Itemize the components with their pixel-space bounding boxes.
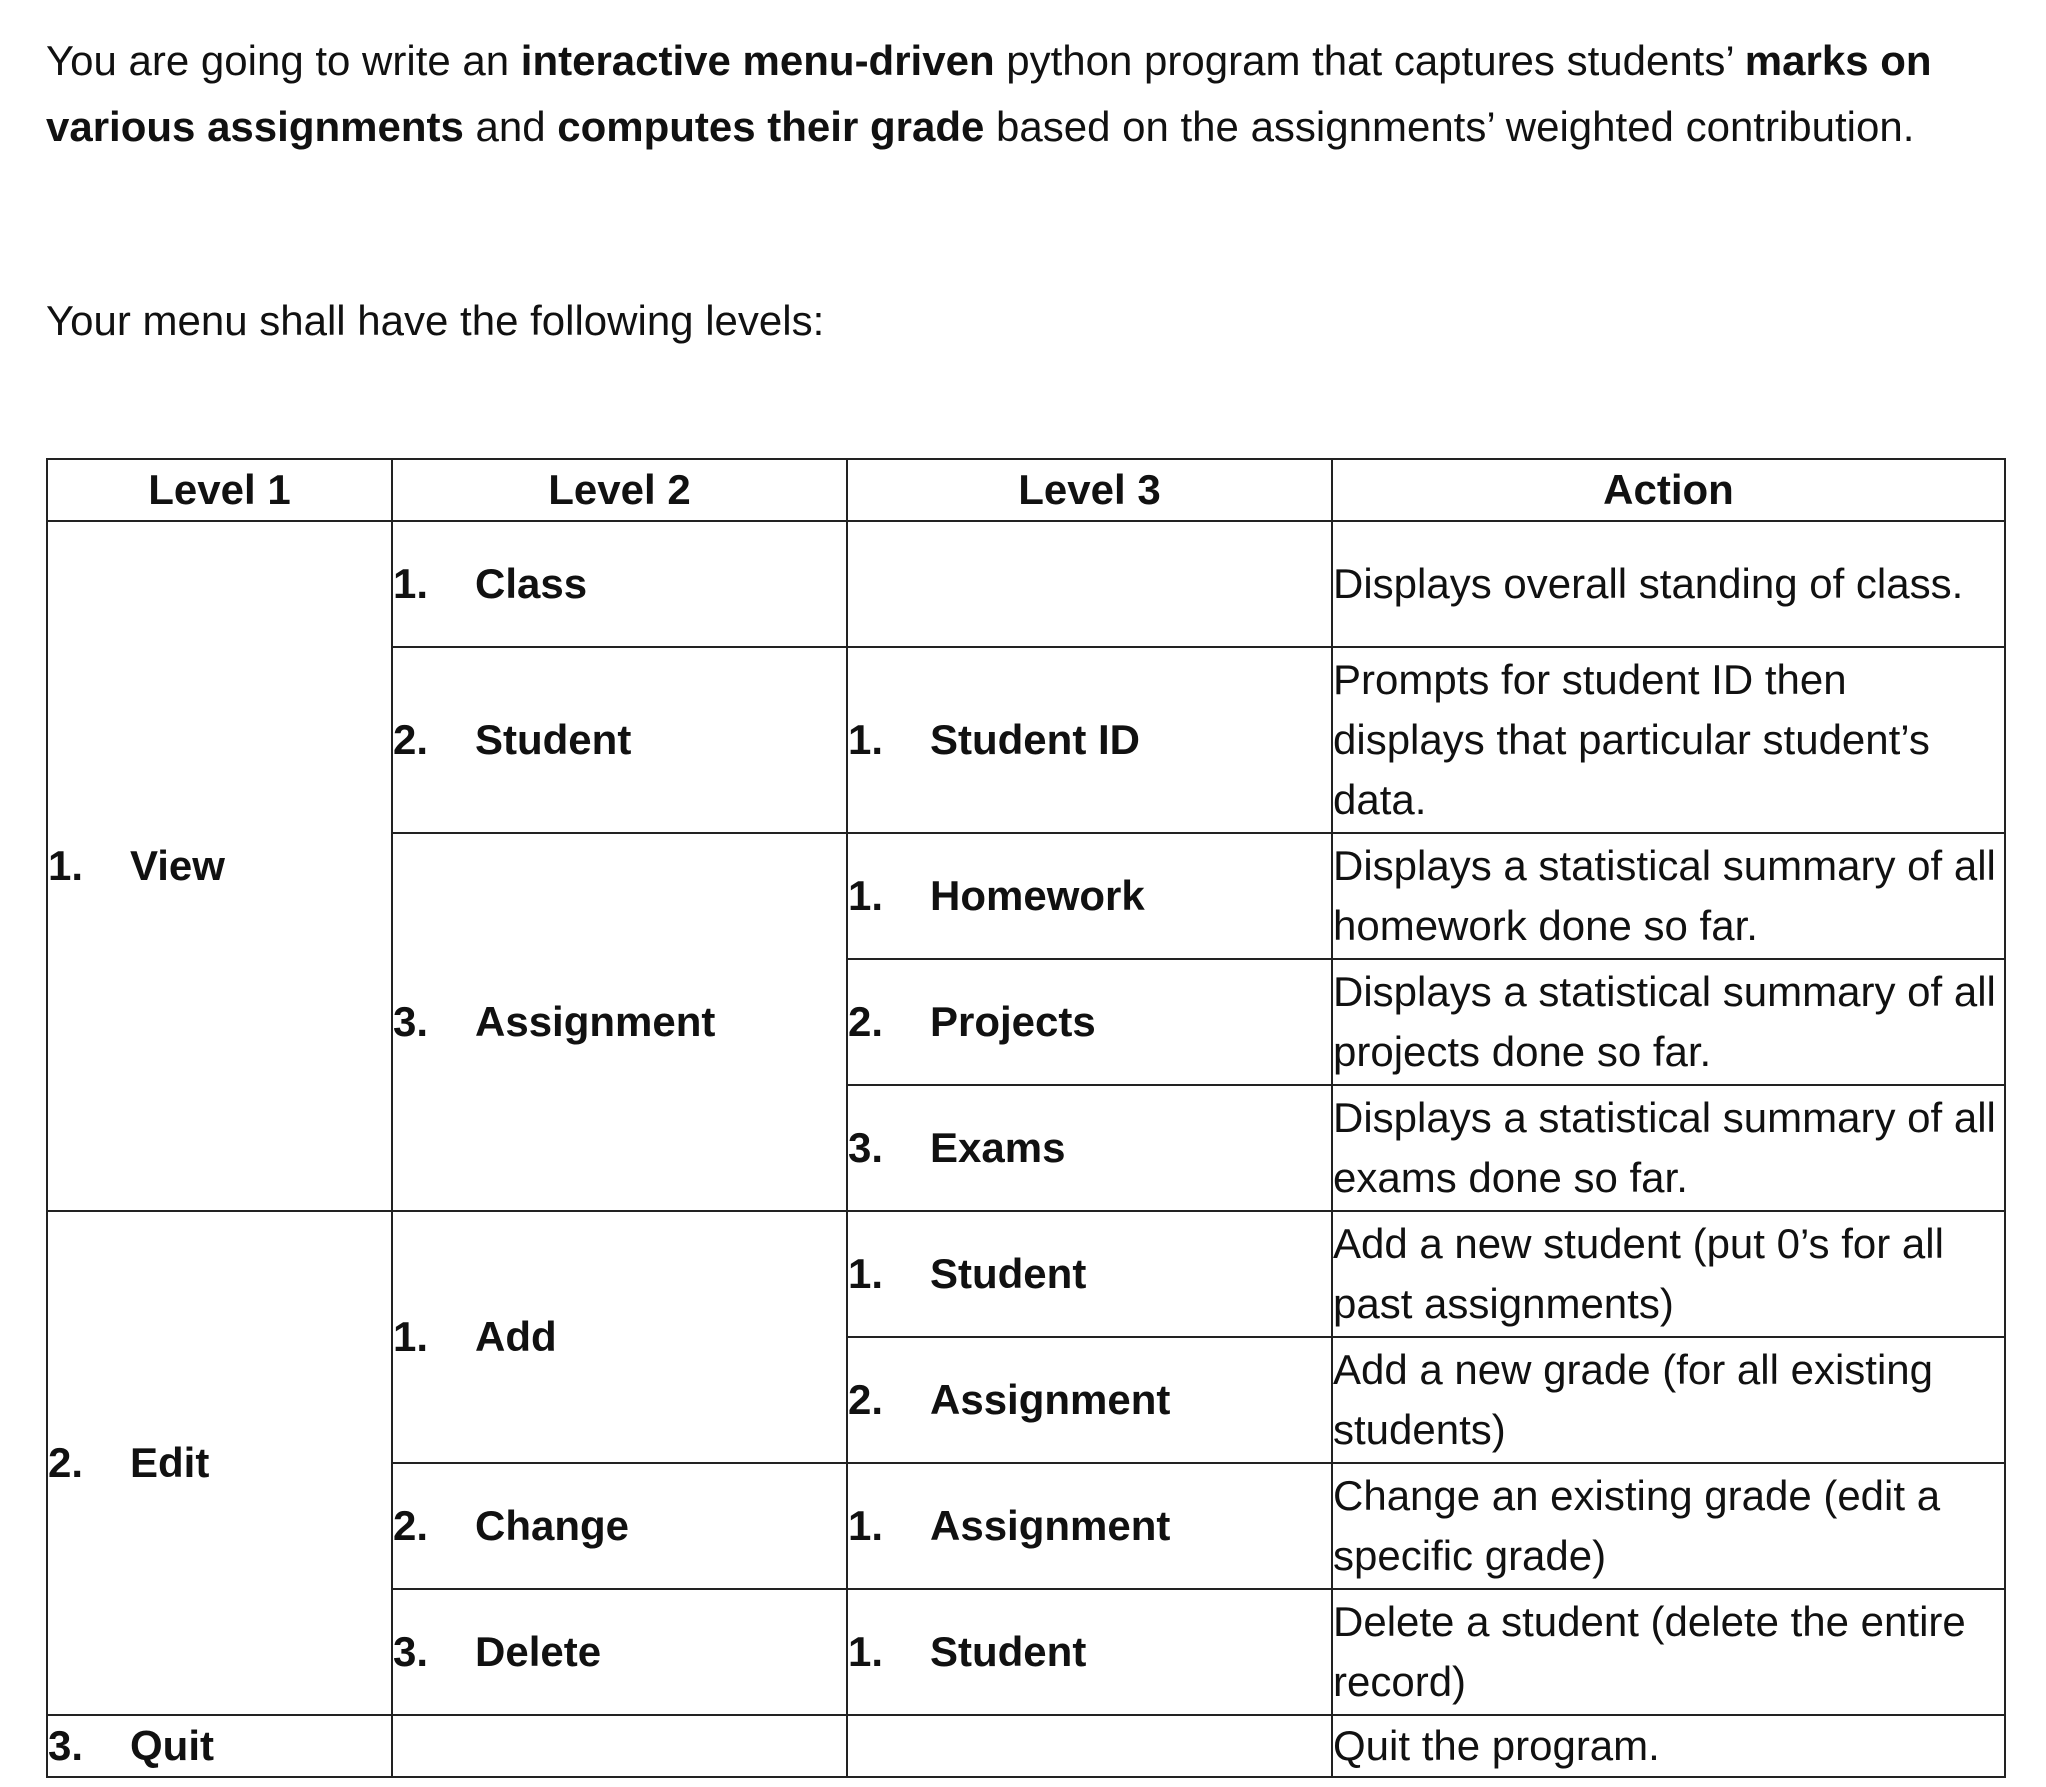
intro-text-3: and xyxy=(463,103,558,150)
level3-empty xyxy=(847,1715,1332,1777)
intro-bold-1: interactive menu-driven xyxy=(520,37,995,84)
level1-view: 1. View xyxy=(47,521,392,1211)
intro-text-4: based on the assignments’ weighted contribution. xyxy=(984,103,1915,150)
level1-quit: 3. Quit xyxy=(47,1715,392,1777)
action-projects: Displays a statistical summary of all projects done so far. xyxy=(1332,959,2005,1085)
level3-projects: 2. Projects xyxy=(847,959,1332,1085)
level2-delete: 3. Delete xyxy=(392,1589,847,1715)
header-row xyxy=(47,459,2005,521)
header-level2: Level 2 xyxy=(392,459,847,521)
action-student-id: Prompts for student ID then displays that particular student’s data. xyxy=(1332,647,2005,833)
level3-student-id: 1. Student ID xyxy=(847,647,1332,833)
action-add-assignment: Add a new grade (for all existing students) xyxy=(1332,1337,2005,1463)
menu-levels-table xyxy=(46,458,2006,1778)
level3-exams: 3. Exams xyxy=(847,1085,1332,1211)
level3-change-assignment: 1. Assignment xyxy=(847,1463,1332,1589)
action-change-assignment: Change an existing grade (edit a specific grade) xyxy=(1332,1463,2005,1589)
level2-student: 2. Student xyxy=(392,647,847,833)
intro-paragraph xyxy=(46,28,2006,160)
header-level3: Level 3 xyxy=(847,459,1332,521)
action-exams: Displays a statistical summary of all exams done so far. xyxy=(1332,1085,2005,1211)
header-action: Action xyxy=(1332,459,2005,521)
table-row xyxy=(47,1211,2005,1337)
action-homework: Displays a statistical summary of all homework done so far. xyxy=(1332,833,2005,959)
level2-class: 1. Class xyxy=(392,521,847,647)
levels-intro: Your menu shall have the following levels: xyxy=(46,297,825,344)
header-level1: Level 1 xyxy=(47,459,392,521)
intro-text-1: You are going to write an xyxy=(46,37,521,84)
action-add-student: Add a new student (put 0’s for all past assignments) xyxy=(1332,1211,2005,1337)
level2-add: 1. Add xyxy=(392,1211,847,1463)
action-quit: Quit the program. xyxy=(1332,1715,2005,1777)
table-row xyxy=(47,521,2005,647)
level2-assignment: 3. Assignment xyxy=(392,833,847,1211)
level3-delete-student: 1. Student xyxy=(847,1589,1332,1715)
level2-empty xyxy=(392,1715,847,1777)
level2-change: 2. Change xyxy=(392,1463,847,1589)
table-row xyxy=(47,1715,2005,1777)
level1-edit: 2. Edit xyxy=(47,1211,392,1715)
level3-add-assignment: 2. Assignment xyxy=(847,1337,1332,1463)
intro-bold-2: marks on various assignments xyxy=(46,37,1932,150)
intro-bold-3: computes their grade xyxy=(557,103,985,150)
level3-homework: 1. Homework xyxy=(847,833,1332,959)
level3-empty xyxy=(847,521,1332,647)
action-delete-student: Delete a student (delete the entire record) xyxy=(1332,1589,2005,1715)
action-class: Displays overall standing of class. xyxy=(1332,521,2005,647)
level3-add-student: 1. Student xyxy=(847,1211,1332,1337)
intro-text-2: python program that captures students’ xyxy=(994,37,1745,84)
